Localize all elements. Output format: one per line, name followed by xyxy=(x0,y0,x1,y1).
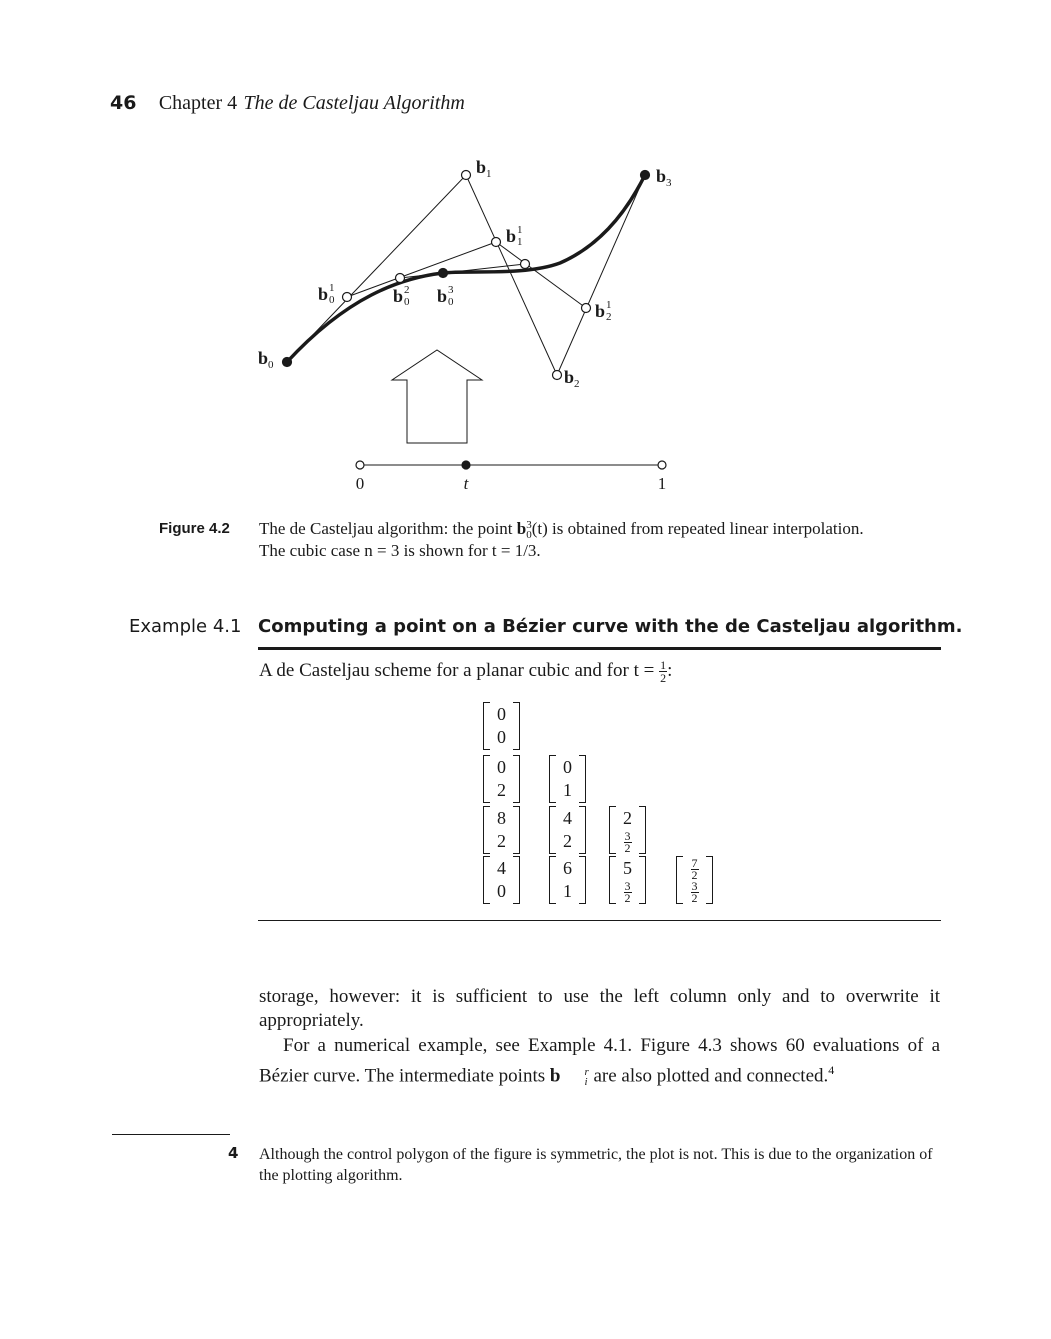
scheme-x: 0 xyxy=(497,704,506,724)
axis-label-end: 1 xyxy=(657,474,667,493)
scheme-x: $\frac{7}{2}$ xyxy=(691,856,698,883)
svg-text:1: 1 xyxy=(517,236,523,248)
scheme-vector xyxy=(609,856,646,904)
svg-text:2: 2 xyxy=(606,311,612,323)
label-b0-2: b xyxy=(393,286,404,306)
scheme-vector xyxy=(483,702,520,750)
scheme-vector xyxy=(609,806,646,854)
svg-text:1: 1 xyxy=(329,282,335,294)
example-title: Computing a point on a Bézier curve with the de Casteljau algorithm. xyxy=(258,616,963,637)
scheme-x: 0 xyxy=(563,757,572,777)
svg-text:0: 0 xyxy=(448,296,454,308)
point-b2-1 xyxy=(582,304,591,313)
scheme-y: $\frac{3}{2}$ xyxy=(624,829,631,856)
scheme-vector xyxy=(483,755,520,803)
example-top-rule xyxy=(258,647,941,650)
point-b1 xyxy=(462,171,471,180)
point-b0-2 xyxy=(396,274,405,283)
scheme-y: $\frac{3}{2}$ xyxy=(624,879,631,906)
scheme-y: 2 xyxy=(563,831,572,851)
body-paragraph-1: storage, however: it is sufficient to use the left column only and to overwrite it appropriately. xyxy=(259,986,940,1031)
label-b1: $b_1$ xyxy=(476,157,492,180)
label-b1-1: b xyxy=(506,226,517,246)
scheme-y: $\frac{3}{2}$ xyxy=(691,879,698,906)
axis-label-start: 0 xyxy=(355,474,365,493)
point-b3 xyxy=(641,171,650,180)
scheme-x: 2 xyxy=(623,808,632,828)
scheme-x: 4 xyxy=(497,858,506,878)
scheme-vector xyxy=(549,755,586,803)
label-b0-3: b xyxy=(437,286,448,306)
scheme-y: 2 xyxy=(497,780,506,800)
page-number: 46 xyxy=(110,92,137,114)
point-b1-1 xyxy=(492,238,501,247)
scheme-vector xyxy=(549,856,586,904)
up-arrow-icon xyxy=(392,350,482,443)
axis-end-point xyxy=(658,461,666,469)
svg-text:0: 0 xyxy=(329,294,335,306)
figure-caption: The de Casteljau algorithm: the point b 3 0 (t) is obtained from repeated linear interpolation. The cubic case n = 3 is shown for t = 1/3. xyxy=(259,519,864,561)
svg-text:3: 3 xyxy=(448,284,454,296)
scheme-y: 2 xyxy=(497,831,506,851)
scheme-vector xyxy=(676,856,713,904)
chapter-label: Chapter 4 xyxy=(158,92,238,114)
bezier-curve xyxy=(287,175,645,362)
footnote-rule xyxy=(112,1134,230,1135)
control-polygon xyxy=(287,175,645,375)
scheme-y: 1 xyxy=(563,780,572,800)
label-b0: $b_0$ xyxy=(258,348,274,371)
scheme-vector xyxy=(483,806,520,854)
svg-text:1: 1 xyxy=(517,224,523,236)
level1-segment-b xyxy=(496,242,586,308)
example-label: Example 4.1 xyxy=(129,616,242,637)
example-intro: A de Casteljau scheme for a planar cubic and for t = $\frac{1}{2}$ : xyxy=(259,658,673,685)
label-b2: $b_2$ xyxy=(564,367,580,390)
figure-caption-label: Figure 4.2 xyxy=(159,520,230,537)
axis-label-t: t xyxy=(463,474,469,493)
footnote-marker: 4 xyxy=(228,1144,239,1162)
axis-start-point xyxy=(356,461,364,469)
body-paragraph-2: For a numerical example, see Example 4.1. Figure 4.3 shows 60 evaluations of a Bézier curve. The intermediate points b r i are also plotted and connected.$^4$ xyxy=(259,1035,940,1088)
scheme-x: 5 xyxy=(623,858,632,878)
point-b0 xyxy=(283,358,292,367)
scheme-vector xyxy=(549,806,586,854)
de-casteljau-figure xyxy=(0,0,1051,500)
scheme-x: 4 xyxy=(563,808,572,828)
svg-text:0: 0 xyxy=(404,296,410,308)
footnote-text: Although the control polygon of the figure is symmetric, the plot is not. This is due to the organization of the plotting algorithm. xyxy=(259,1146,933,1184)
label-b3: $b_3$ xyxy=(656,166,672,189)
example-bottom-rule xyxy=(258,920,941,921)
scheme-y: 0 xyxy=(497,727,506,747)
chapter-title: The de Casteljau Algorithm xyxy=(243,92,465,114)
scheme-y: 0 xyxy=(497,881,506,901)
svg-text:2: 2 xyxy=(404,284,410,296)
scheme-vector xyxy=(483,856,520,904)
point-b1-2 xyxy=(521,260,530,269)
scheme-x: 0 xyxy=(497,757,506,777)
scheme-x: 6 xyxy=(563,858,572,878)
svg-text:1: 1 xyxy=(606,299,612,311)
point-b0-3 xyxy=(439,269,448,278)
point-b0-1 xyxy=(343,293,352,302)
scheme-y: 1 xyxy=(563,881,572,901)
label-b2-1: b xyxy=(595,301,606,321)
point-b2 xyxy=(553,371,562,380)
label-b0-1: b xyxy=(318,284,329,304)
axis-param-point xyxy=(462,461,470,469)
scheme-x: 8 xyxy=(497,808,506,828)
